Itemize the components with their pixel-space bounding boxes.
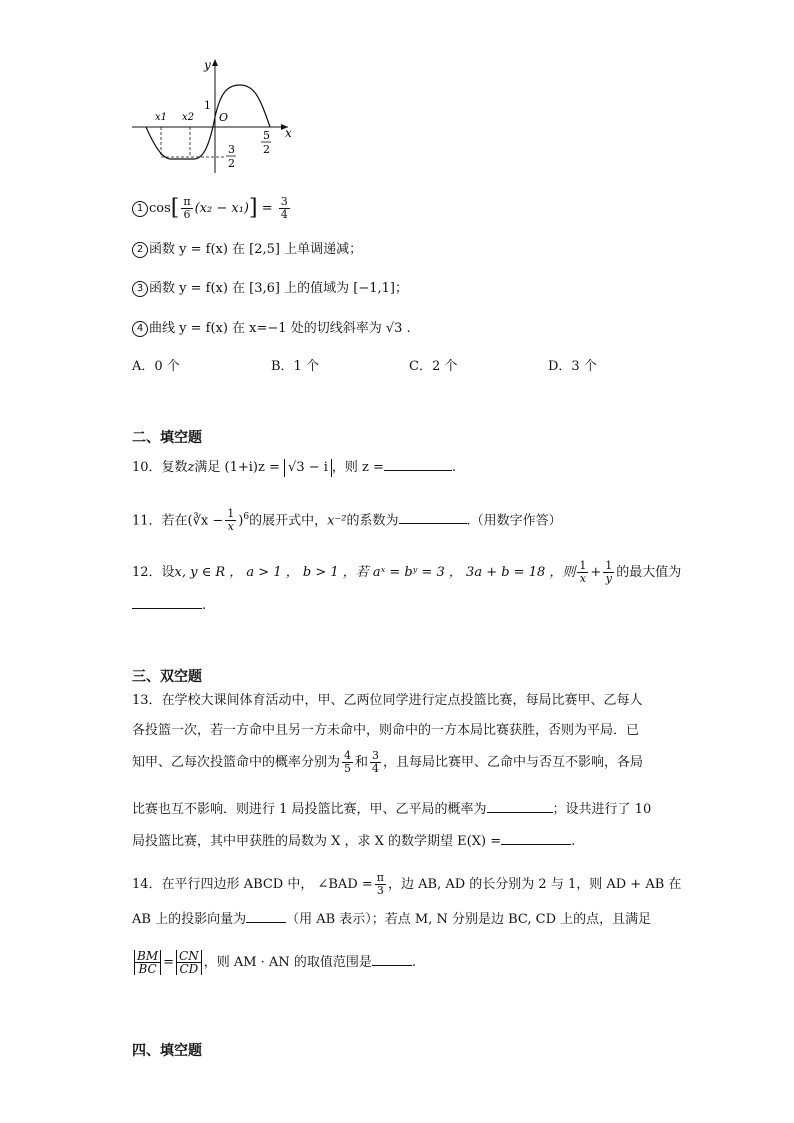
- statement-3: [132, 280, 408, 298]
- question-11: 11．若在(∛x − $\frac{1}{x}$ )$^6$的展开式中，x⁻²的系数为 .（用数字作答）: [132, 507, 562, 534]
- bm-over-bc: $\frac{BM}{BC}$: [134, 950, 161, 975]
- question-12: 12．设x, y ∈ R ， a > 1 ， b > 1 ，若 aˣ = bʸ = 3 ， 3a + b = 18 ，则 $\frac{1}{x}$ + $\frac{1}{y}$ 的最大值为: [132, 559, 682, 585]
- answer-blank-12[interactable]: [132, 596, 202, 609]
- answer-blank-14a[interactable]: [246, 910, 286, 923]
- one-over-x: $\frac{1}{x}$: [227, 507, 235, 534]
- question-14-line-3: $\frac{BM}{BC}$ = $\frac{CN}{CD}$ ，则 AM · AN 的取值范围是 .: [132, 950, 416, 975]
- statement-1: 1 cos[ $\frac{\pi}{6}$ (x₂ − x₁)] = $\frac{3}{4}$: [132, 196, 292, 221]
- statement-3-marker: 3: [132, 281, 148, 297]
- x1-label: x1: [155, 112, 168, 123]
- three-half-num: 3: [228, 143, 235, 156]
- question-13-line-5: 局投篮比赛，其中甲获胜的局数为 X ，求 X 的数学期望 E(X) = .: [132, 834, 576, 849]
- question-13-line-3: 知甲、乙每次投篮命中的概率分别为 $\frac{4}{5}$ 和 $\frac{3}{4}$ ，且每局比赛甲、乙命中与否互不影响，各局: [132, 749, 644, 775]
- origin-label: O: [219, 111, 229, 124]
- statement-1-marker: 1: [132, 201, 148, 217]
- five-half-den: 2: [263, 143, 270, 156]
- answer-blank-14b[interactable]: [372, 953, 412, 966]
- choice-d[interactable]: D．3 个: [548, 359, 597, 374]
- statement-2-text: 函数 y = f(x) 在 [2,5] 上单调递减；: [149, 242, 363, 257]
- question-13-line-1: 13．在学校大课间体育活动中，甲、乙两位同学进行定点投篮比赛，每局比赛甲、乙每人: [132, 693, 643, 708]
- answer-blank-13a[interactable]: [487, 800, 553, 813]
- choice-b[interactable]: B．1 个: [271, 359, 319, 374]
- answer-blank-10[interactable]: [384, 458, 452, 471]
- question-14-line-1: 14．在平行四边形 ABCD 中， ∠BAD = $\frac{\pi}{3}$ ，边 AB, AD 的长分别为 2 与 1，则 AD + AB 在: [132, 871, 682, 897]
- pi-over-6: $\frac{\pi}{6}$: [183, 195, 191, 221]
- statement-2: [132, 241, 362, 259]
- three-half-den: 2: [228, 157, 235, 170]
- one-label: 1: [204, 99, 211, 112]
- answer-blank-11[interactable]: [399, 511, 467, 524]
- answer-blank-13b[interactable]: [501, 832, 571, 845]
- cos-text: cos: [149, 201, 171, 216]
- x2-label: x2: [182, 112, 195, 123]
- five-half-num: 5: [263, 129, 270, 142]
- function-graph-figure: [128, 55, 298, 175]
- statement-4-marker: 4: [132, 321, 148, 337]
- y-axis-arrow-icon: [212, 59, 218, 66]
- choice-a[interactable]: A．0 个: [132, 359, 180, 374]
- question-14-line-2: AB 上的投影向量为 （用 AB 表示）；若点 M, N 分别是边 BC, CD 上的点，且满足: [132, 912, 652, 927]
- statement-4: [132, 320, 411, 338]
- question-12-answer-line: .: [132, 596, 206, 615]
- statement-2-marker: 2: [132, 242, 148, 258]
- statement-3-text: 函数 y = f(x) 在 [3,6] 上的值域为 [−1,1]；: [149, 281, 408, 296]
- statement-4-text: 曲线 y = f(x) 在 x=−1 处的切线斜率为 √3 .: [149, 321, 411, 336]
- x-difference: (x₂ − x₁): [194, 201, 249, 216]
- section-2-title: 二、填空题: [132, 430, 202, 446]
- question-10: 10．复数z满足 (1+i)z = √3 − i ，则 z = .: [132, 460, 457, 475]
- axis-x-label: x: [285, 126, 292, 140]
- section-3-title: 三、双空题: [132, 669, 202, 685]
- cn-over-cd: $\frac{CN}{CD}$: [176, 950, 202, 975]
- three-quarters: $\frac{3}{4}$: [280, 195, 288, 221]
- axis-y-label: y: [204, 58, 211, 72]
- question-13-line-2: 各投篮一次，若一方命中且另一方未命中，则命中的一方本局比赛获胜，否则为平局．已: [132, 723, 640, 738]
- abs-value: √3 − i: [284, 459, 332, 477]
- section-4-title: 四、填空题: [132, 1043, 202, 1059]
- question-13-line-4: 比赛也互不影响．则进行 1 局投篮比赛，甲、乙平局的概率为 ；设共进行了 10: [132, 802, 652, 817]
- choice-c[interactable]: C．2 个: [409, 359, 458, 374]
